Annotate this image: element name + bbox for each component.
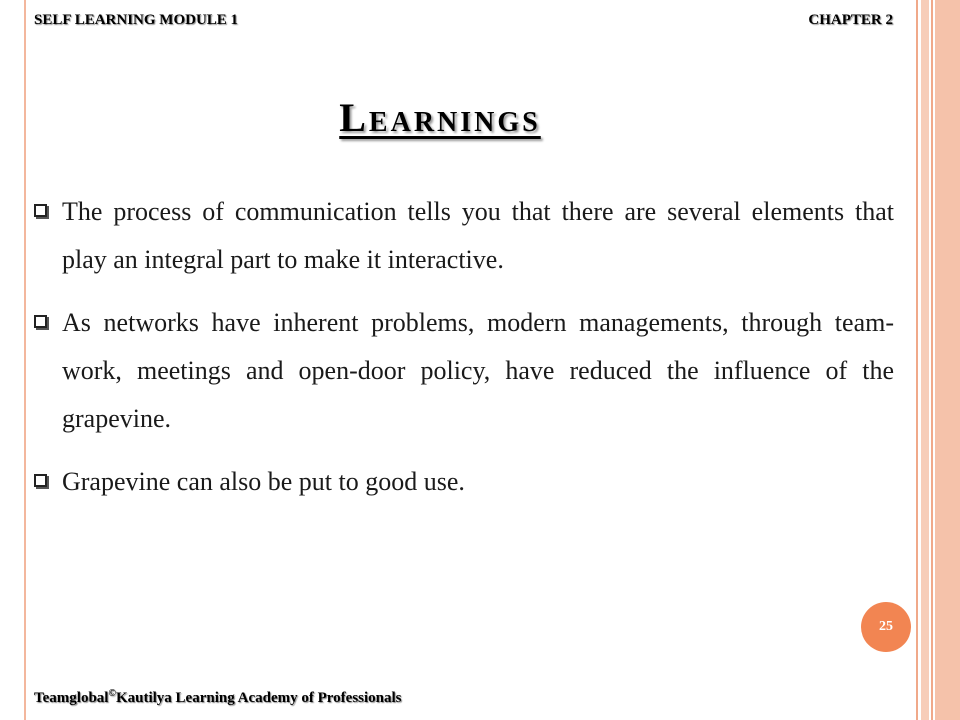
right-border-stripe (916, 0, 918, 720)
bullet-text: Grapevine can also be put to good use. (62, 467, 465, 496)
checkbox-bullet-icon (34, 474, 47, 487)
bullet-item (34, 188, 894, 284)
footer-brand: Teamglobal (34, 690, 109, 706)
right-border-stripe (921, 0, 929, 720)
bullet-item (34, 458, 894, 506)
bullet-text: As networks have inherent problems, modern managements, through team-work, meetings and open-door policy, have reduced the influence of the grapevine. (62, 308, 894, 433)
footer-organization: Kautilya Learning Academy of Professionals (115, 690, 402, 706)
bullet-text: The process of communication tells you that there are several elements that play an integral part to make it interactive. (62, 197, 894, 274)
page-number-badge (861, 602, 911, 652)
slide-title: Learnings (339, 95, 541, 140)
chapter-label: CHAPTER 2 (808, 12, 893, 28)
checkbox-bullet-icon (34, 315, 47, 328)
bullet-list (34, 188, 894, 521)
right-border-band (935, 0, 960, 720)
right-border-stripe (931, 0, 933, 720)
bullet-item (34, 299, 894, 443)
module-label: SELF LEARNING MODULE 1 (34, 12, 239, 28)
copyright-symbol: © (108, 688, 116, 699)
page-number: 25 (879, 619, 893, 634)
checkbox-bullet-icon (34, 204, 47, 217)
footer-credit (34, 688, 402, 707)
